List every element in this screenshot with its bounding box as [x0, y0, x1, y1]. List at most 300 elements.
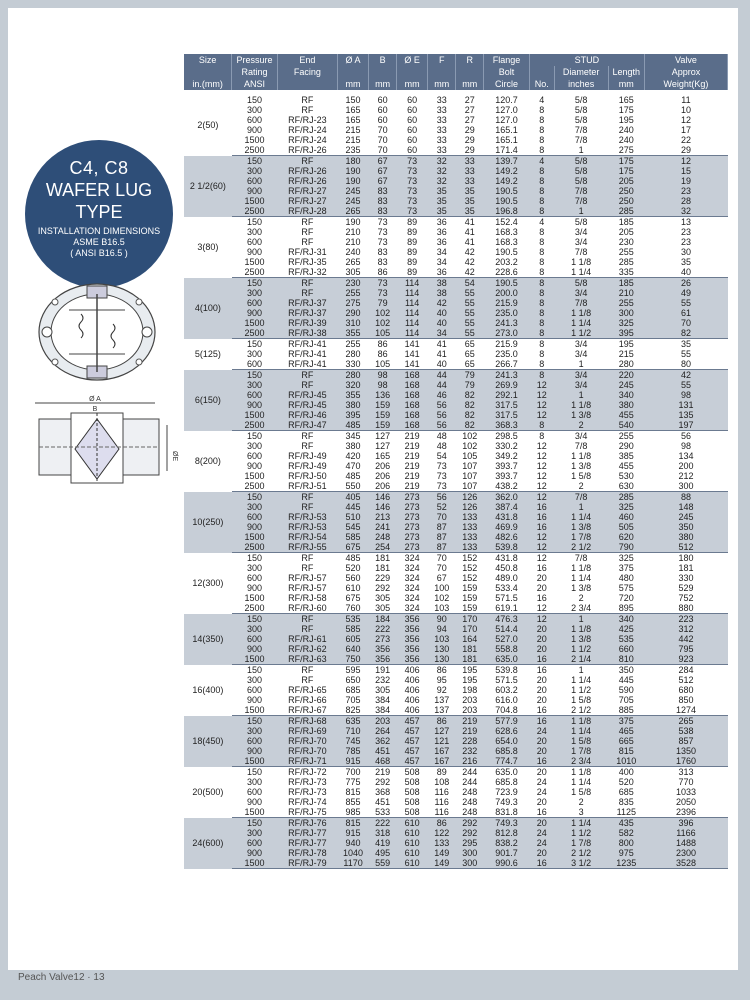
table-cell: 8 [529, 196, 554, 206]
table-cell: 495 [369, 848, 397, 858]
size-group [184, 217, 728, 278]
size-group [184, 339, 728, 370]
table-cell: 1500 [232, 410, 278, 420]
table-cell: 476.3 [484, 614, 530, 625]
table-cell: 60 [397, 115, 428, 125]
table-cell: RF [277, 441, 337, 451]
table-cell: 1760 [644, 756, 727, 767]
table-cell: 2 1/2 [554, 542, 608, 553]
header-approx: Approx [644, 66, 727, 78]
table-cell: 79 [456, 380, 484, 390]
table-cell: 29 [456, 125, 484, 135]
title-badge [25, 140, 173, 288]
table-cell: 356 [369, 644, 397, 654]
table-cell: 54 [456, 278, 484, 289]
table-cell: 22 [644, 135, 727, 145]
table-cell: 1500 [232, 532, 278, 542]
table-cell: 1500 [232, 196, 278, 206]
table-cell: 1 1/4 [554, 318, 608, 328]
table-row [184, 461, 728, 471]
table-cell: 165.1 [484, 125, 530, 135]
table-row [184, 665, 728, 676]
table-cell: 1500 [232, 756, 278, 767]
table-cell: 923 [644, 654, 727, 665]
table-cell: 723.9 [484, 787, 530, 797]
table-cell: 5/8 [554, 105, 608, 115]
table-cell: 171.4 [484, 145, 530, 156]
table-cell: 150 [232, 278, 278, 289]
table-cell: 150 [232, 370, 278, 381]
table-cell: 915 [337, 756, 368, 767]
table-cell: RF/RJ-54 [277, 532, 337, 542]
table-cell: 116 [428, 797, 456, 807]
table-cell: 190.5 [484, 196, 530, 206]
table-cell: 200 [644, 461, 727, 471]
table-cell: 108 [428, 777, 456, 787]
table-cell: 685 [608, 787, 644, 797]
table-cell: 116 [428, 787, 456, 797]
table-row [184, 563, 728, 573]
table-cell: 396 [644, 818, 727, 829]
table-cell: 1 1/4 [554, 818, 608, 829]
table-cell: 195 [608, 115, 644, 125]
table-cell: 244 [456, 777, 484, 787]
table-row [184, 481, 728, 492]
table-cell: 1 1/2 [554, 685, 608, 695]
size-cell: 6(150) [184, 370, 232, 431]
table-cell: 1350 [644, 746, 727, 756]
table-row [184, 716, 728, 727]
table-cell: 600 [232, 451, 278, 461]
table-cell: 7/8 [554, 298, 608, 308]
table-cell: 395 [337, 410, 368, 420]
header-size-2 [184, 66, 232, 78]
table-cell: 325 [608, 553, 644, 564]
table-cell: 168 [397, 410, 428, 420]
table-cell: 35 [428, 186, 456, 196]
table-cell: 114 [397, 328, 428, 339]
table-cell: RF [277, 105, 337, 115]
table-cell: 7/8 [554, 492, 608, 503]
table-cell: 213 [369, 512, 397, 522]
table-cell: RF/RJ-76 [277, 818, 337, 829]
table-cell: 7/8 [554, 441, 608, 451]
table-cell: 324 [397, 553, 428, 564]
table-cell: 1 1/4 [554, 512, 608, 522]
table-cell: 164 [456, 634, 484, 644]
table-row [184, 685, 728, 695]
table-cell: 244 [456, 767, 484, 778]
table-cell: 635.0 [484, 654, 530, 665]
table-cell: 305 [369, 593, 397, 603]
table-cell: 16 [529, 665, 554, 676]
table-cell: 168.3 [484, 227, 530, 237]
table-cell: 368 [369, 787, 397, 797]
table-cell: 20 [529, 736, 554, 746]
table-cell: 135 [644, 410, 727, 420]
table-cell: 235 [337, 145, 368, 156]
table-cell: 222 [369, 818, 397, 829]
table-cell: 431.8 [484, 553, 530, 564]
table-cell: 219 [397, 431, 428, 442]
table-cell: 24 [529, 828, 554, 838]
table-cell: RF/RJ-73 [277, 777, 337, 787]
table-cell: 2 3/4 [554, 756, 608, 767]
table-cell: 300 [644, 481, 727, 492]
table-cell: 1500 [232, 654, 278, 665]
table-cell: 148 [644, 502, 727, 512]
table-cell: 350 [644, 522, 727, 532]
table-cell: 210 [337, 237, 368, 247]
table-cell: 375 [608, 563, 644, 573]
table-cell: 150 [232, 614, 278, 625]
table-cell: 41 [428, 349, 456, 359]
table-cell: 1 5/8 [554, 736, 608, 746]
table-cell: 610 [397, 828, 428, 838]
table-cell: 170 [456, 624, 484, 634]
table-cell: 7/8 [554, 553, 608, 564]
table-cell: 508 [397, 797, 428, 807]
table-cell: 20 [529, 644, 554, 654]
table-cell: 457 [397, 746, 428, 756]
table-cell: 380 [644, 532, 727, 542]
table-cell: 4 [529, 217, 554, 228]
table-cell: 150 [232, 665, 278, 676]
table-cell: 273 [397, 542, 428, 553]
table-cell: 102 [456, 441, 484, 451]
table-cell: 785 [337, 746, 368, 756]
table-cell: 600 [232, 115, 278, 125]
table-cell: 150 [232, 431, 278, 442]
table-cell: RF [277, 156, 337, 167]
table-cell: 180 [337, 156, 368, 167]
table-cell: 103 [428, 634, 456, 644]
table-cell: 675 [337, 593, 368, 603]
table-cell: 168 [397, 420, 428, 431]
table-cell: 324 [397, 603, 428, 614]
table-cell: 168 [397, 390, 428, 400]
table-cell: 60 [397, 95, 428, 105]
table-cell: 60 [369, 115, 397, 125]
table-cell: 445 [337, 502, 368, 512]
table-cell: 431.8 [484, 512, 530, 522]
table-cell: 87 [428, 542, 456, 553]
table-cell: 600 [232, 685, 278, 695]
table-row [184, 328, 728, 339]
table-cell: 33 [428, 115, 456, 125]
table-cell: 8 [529, 166, 554, 176]
table-cell: 273 [397, 502, 428, 512]
table-cell: 131 [644, 400, 727, 410]
table-cell: 600 [232, 298, 278, 308]
table-cell: 356 [397, 624, 428, 634]
table-cell: 219 [369, 767, 397, 778]
table-cell: 27 [456, 105, 484, 115]
table-cell: 20 [529, 746, 554, 756]
table-cell: 55 [644, 349, 727, 359]
table-cell: 616.0 [484, 695, 530, 705]
table-cell: 380 [608, 400, 644, 410]
table-cell: 152 [456, 573, 484, 583]
table-cell: RF/RJ-68 [277, 716, 337, 727]
table-cell: 175 [608, 156, 644, 167]
table-cell: 44 [428, 380, 456, 390]
table-cell: 455 [608, 461, 644, 471]
table-cell: RF/RJ-45 [277, 400, 337, 410]
table-cell: 35 [428, 196, 456, 206]
table-cell: 73 [397, 186, 428, 196]
size-group [184, 156, 728, 217]
table-cell: 150 [232, 339, 278, 350]
dim-a-label: Ø A [89, 396, 101, 403]
table-cell: 265 [337, 206, 368, 217]
table-cell: 87 [428, 522, 456, 532]
table-cell: 2 1/4 [554, 654, 608, 665]
table-cell: RF/RJ-26 [277, 176, 337, 186]
table-row [184, 115, 728, 125]
table-cell: 73 [428, 461, 456, 471]
table-cell: 273.0 [484, 328, 530, 339]
header-length-unit: mm [608, 78, 644, 90]
table-cell: 210 [608, 288, 644, 298]
table-cell: 245 [337, 196, 368, 206]
size-cell: 16(400) [184, 665, 232, 716]
header-valve: Valve [644, 54, 727, 66]
table-cell: 19 [644, 176, 727, 186]
table-cell: 900 [232, 797, 278, 807]
header-weight: Weight(Kg) [644, 78, 727, 90]
table-cell: 895 [608, 603, 644, 614]
table-cell: 40 [428, 318, 456, 328]
table-cell: 56 [428, 400, 456, 410]
table-cell: 482.6 [484, 532, 530, 542]
table-cell: 60 [397, 145, 428, 156]
table-cell: 900 [232, 308, 278, 318]
table-cell: RF/RJ-60 [277, 603, 337, 614]
table-cell: 133 [456, 512, 484, 522]
table-cell: RF/RJ-46 [277, 410, 337, 420]
table-cell: 241 [369, 522, 397, 532]
table-row [184, 695, 728, 705]
table-cell: 406 [397, 675, 428, 685]
table-cell: RF/RJ-35 [277, 257, 337, 267]
table-cell: 203 [369, 716, 397, 727]
table-cell: 5/8 [554, 166, 608, 176]
table-cell: 20 [529, 767, 554, 778]
table-cell: 55 [456, 328, 484, 339]
table-cell: 1010 [608, 756, 644, 767]
table-cell: 3/4 [554, 380, 608, 390]
table-cell: 100 [428, 583, 456, 593]
table-cell: 1500 [232, 257, 278, 267]
table-cell: RF/RJ-41 [277, 339, 337, 350]
table-cell: 1500 [232, 807, 278, 818]
table-cell: RF [277, 665, 337, 676]
table-cell: 512 [644, 542, 727, 553]
table-cell: 35 [644, 257, 727, 267]
table-cell: 855 [337, 797, 368, 807]
table-cell: 900 [232, 695, 278, 705]
table-cell: 2396 [644, 807, 727, 818]
table-cell: 94 [428, 624, 456, 634]
table-cell: 620 [608, 532, 644, 542]
table-cell: 12 [529, 410, 554, 420]
table-cell: 640 [337, 644, 368, 654]
table-cell: RF/RJ-77 [277, 828, 337, 838]
table-cell: 325 [608, 502, 644, 512]
header-b-unit: mm [369, 78, 397, 90]
table-cell: 1235 [608, 858, 644, 869]
table-cell: 8 [529, 135, 554, 145]
table-cell: 141 [397, 339, 428, 350]
table-cell: 168 [397, 370, 428, 381]
table-cell: 102 [369, 308, 397, 318]
table-cell: 273 [397, 532, 428, 542]
table-cell: 600 [232, 359, 278, 370]
table-row [184, 390, 728, 400]
table-cell: 229 [369, 573, 397, 583]
table-row [184, 736, 728, 746]
table-cell: 20 [529, 573, 554, 583]
size-cell: 20(500) [184, 767, 232, 818]
table-cell: 508 [397, 777, 428, 787]
table-cell: 42 [456, 257, 484, 267]
table-cell: 539.8 [484, 542, 530, 553]
table-cell: 27 [456, 115, 484, 125]
table-cell: 900 [232, 125, 278, 135]
table-cell: 8 [529, 206, 554, 217]
table-cell: 190 [337, 166, 368, 176]
table-cell: 1040 [337, 848, 368, 858]
table-row [184, 145, 728, 156]
table-cell: 1 [554, 390, 608, 400]
table-cell: 89 [397, 217, 428, 228]
table-cell: RF/RJ-62 [277, 644, 337, 654]
table-cell: 1 1/8 [554, 400, 608, 410]
table-cell: 8 [529, 370, 554, 381]
table-cell: 654.0 [484, 736, 530, 746]
table-cell: RF/RJ-53 [277, 522, 337, 532]
table-cell: 545 [337, 522, 368, 532]
table-cell: RF/RJ-41 [277, 349, 337, 359]
table-cell: 83 [369, 196, 397, 206]
table-cell: 675 [337, 542, 368, 553]
table-cell: 190.5 [484, 186, 530, 196]
table-cell: 255 [337, 339, 368, 350]
table-cell: 20 [529, 685, 554, 695]
table-cell: 219 [456, 716, 484, 727]
size-cell: 14(350) [184, 614, 232, 665]
table-row [184, 156, 728, 167]
table-cell: 575 [608, 583, 644, 593]
table-cell: 29 [456, 145, 484, 156]
table-cell: 1274 [644, 705, 727, 716]
table-cell: 127 [369, 441, 397, 451]
table-cell: 685.8 [484, 777, 530, 787]
table-cell: 901.7 [484, 848, 530, 858]
table-cell: 269.9 [484, 380, 530, 390]
size-group [184, 278, 728, 339]
table-cell: RF/RJ-55 [277, 542, 337, 553]
table-cell: 56 [644, 431, 727, 442]
table-row [184, 634, 728, 644]
table-cell: RF/RJ-67 [277, 705, 337, 716]
table-row [184, 593, 728, 603]
table-cell: 600 [232, 390, 278, 400]
table-cell: 1 5/8 [554, 695, 608, 705]
table-cell: 121 [428, 736, 456, 746]
table-cell: 70 [428, 512, 456, 522]
table-cell: 73 [369, 288, 397, 298]
table-row [184, 492, 728, 503]
table-cell: 400 [608, 767, 644, 778]
table-cell: RF/RJ-65 [277, 685, 337, 695]
table-cell: 300 [232, 502, 278, 512]
table-cell: 67 [428, 573, 456, 583]
table-cell: 70 [428, 563, 456, 573]
table-cell: 356 [397, 614, 428, 625]
table-row [184, 186, 728, 196]
table-cell: 42 [456, 267, 484, 278]
table-cell: 305 [369, 603, 397, 614]
table-cell: 384 [369, 695, 397, 705]
table-cell: 185 [608, 217, 644, 228]
table-cell: 465 [608, 726, 644, 736]
header-dia-e: Ø E [397, 54, 428, 66]
table-row [184, 257, 728, 267]
table-cell: 1 [554, 502, 608, 512]
table-cell: 393.7 [484, 461, 530, 471]
table-cell: 141 [397, 359, 428, 370]
table-cell: 228 [456, 736, 484, 746]
table-cell: RF/RJ-63 [277, 654, 337, 665]
table-cell: 203.2 [484, 257, 530, 267]
table-cell: 23 [644, 186, 727, 196]
table-cell: 12 [529, 471, 554, 481]
table-cell: 33 [428, 105, 456, 115]
table-cell: 775 [337, 777, 368, 787]
table-cell: 33 [456, 156, 484, 167]
table-cell: 539.8 [484, 665, 530, 676]
table-cell: 619.1 [484, 603, 530, 614]
table-cell: 1 [554, 614, 608, 625]
table-cell: 600 [232, 512, 278, 522]
table-cell: 395 [608, 328, 644, 339]
table-cell: 61 [644, 308, 727, 318]
table-cell: 200.0 [484, 288, 530, 298]
table-cell: 16 [529, 756, 554, 767]
table-cell: RF/RJ-74 [277, 797, 337, 807]
table-cell: 95 [428, 675, 456, 685]
table-cell: 175 [608, 166, 644, 176]
table-cell: 219 [397, 441, 428, 451]
table-cell: 8 [529, 339, 554, 350]
table-cell: RF/RJ-39 [277, 318, 337, 328]
table-cell: RF [277, 553, 337, 564]
table-cell: 60 [397, 125, 428, 135]
table-cell: 16 [529, 563, 554, 573]
table-cell: 34 [428, 247, 456, 257]
table-cell: 300 [232, 828, 278, 838]
table-cell: 34 [428, 257, 456, 267]
header-e-unit: mm [397, 78, 428, 90]
table-cell: 16 [529, 593, 554, 603]
table-row [184, 298, 728, 308]
table-cell: 300 [232, 349, 278, 359]
table-cell: 317.5 [484, 400, 530, 410]
header-circle: Circle [484, 78, 530, 90]
table-cell: 1488 [644, 838, 727, 848]
